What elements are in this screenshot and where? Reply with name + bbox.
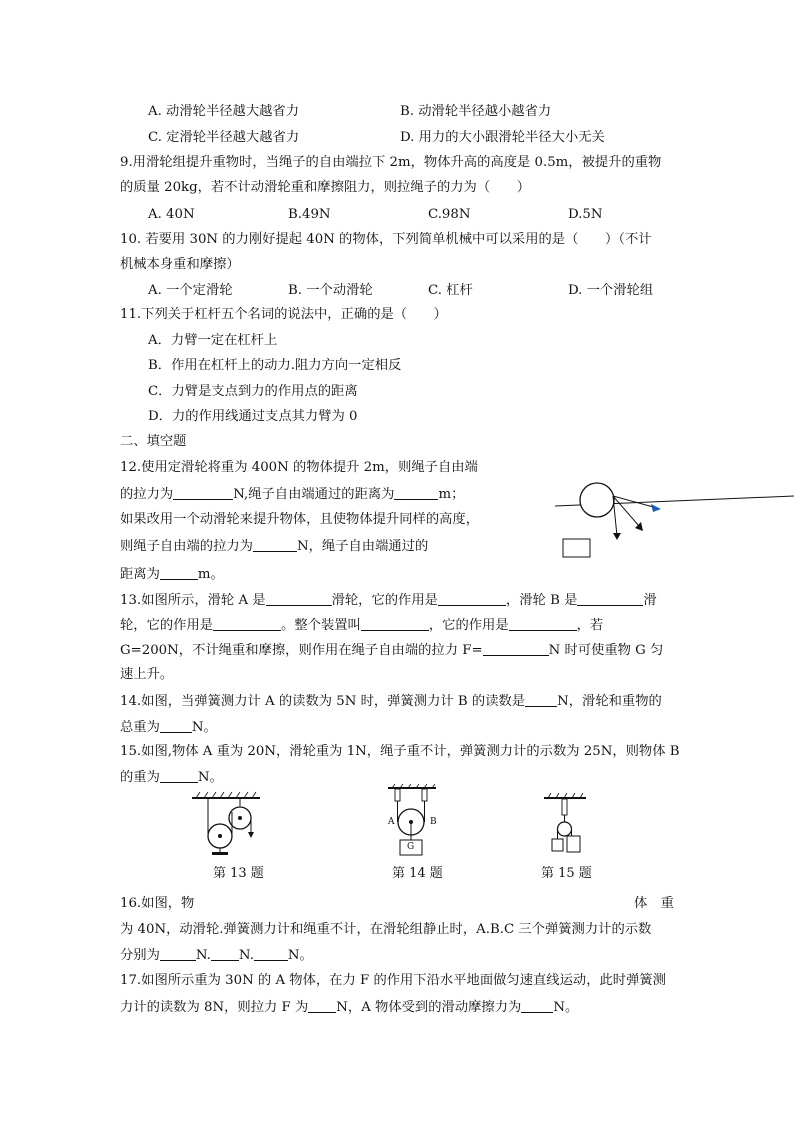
- q12-line2: [120, 485, 464, 504]
- q12-text: m；: [438, 487, 465, 502]
- q12-line3: 如果改用一个动滑轮来提升物体，且使物体提升同样的高度，: [120, 512, 480, 527]
- q13-pulley-block-figure: [190, 790, 265, 855]
- q15-text: 的重为: [120, 770, 160, 785]
- q15-text: N。: [197, 770, 223, 785]
- q12-text: 则绳子自由端的拉力为: [120, 539, 253, 554]
- q10-option-d: D. 一个滑轮组: [568, 283, 654, 298]
- q13-text: G=200N，不计绳重和摩擦，则作用在绳子自由端的拉力 F=: [120, 643, 483, 658]
- q13-text: 滑: [643, 593, 657, 608]
- q13-text: ，若: [576, 618, 604, 633]
- answer-blank[interactable]: [173, 485, 233, 500]
- q12-line5: [120, 565, 224, 584]
- q15-spring-scale-figure: [540, 792, 590, 854]
- q12-text: 距离为: [120, 567, 160, 582]
- q16-text: N.: [238, 948, 254, 963]
- q17-text: N，A 物体受到的滑动摩擦力为: [336, 1000, 522, 1015]
- q14-text: N，滑轮和重物的: [557, 694, 662, 709]
- q10-stem-line1: 10. 若要用 30N 的力刚好提起 40N 的物体，下列简单机械中可以采用的是（ ）（不计: [120, 232, 652, 247]
- q16-text: N。: [287, 948, 313, 963]
- q13-text: ，滑轮 B 是: [505, 593, 578, 608]
- answer-blank[interactable]: [361, 616, 429, 631]
- answer-blank[interactable]: [254, 946, 288, 961]
- q13-line4: 速上升。: [120, 667, 174, 682]
- q17-line2: [120, 998, 578, 1017]
- q12-text: 的拉力为: [120, 487, 174, 502]
- answer-blank[interactable]: [438, 591, 506, 606]
- fig14-label-b: B: [430, 817, 437, 827]
- answer-blank[interactable]: [266, 591, 332, 606]
- q9-stem-line1: 9.用滑轮组提升重物时，当绳子的自由端拉下 2m，物体升高的高度是 0.5m，被提升的重物: [120, 155, 662, 170]
- answer-blank[interactable]: [509, 616, 577, 631]
- q8-option-b: B. 动滑轮半径越小越省力: [400, 104, 552, 119]
- q14-line2: [120, 718, 217, 737]
- q13-text: 13.如图所示，滑轮 A 是: [120, 593, 266, 608]
- q16-line1-start: 16.如图，物: [120, 896, 195, 911]
- q13-text: 轮，它的作用是: [120, 618, 214, 633]
- answer-blank[interactable]: [160, 768, 198, 783]
- q12-text: m。: [197, 567, 224, 582]
- q8-option-c: C. 定滑轮半径越大越省力: [148, 130, 300, 145]
- q8-option-a: A. 动滑轮半径越大越省力: [148, 104, 300, 119]
- answer-blank[interactable]: [308, 998, 336, 1013]
- figure-caption-14: 第 14 题: [392, 866, 443, 881]
- q13-text: N 时可使重物 G 匀: [548, 643, 664, 658]
- q13-text: 。整个装置叫: [281, 618, 361, 633]
- fig14-label-g: G: [407, 842, 415, 852]
- q17-text: N。: [553, 1000, 579, 1015]
- fig14-label-a: A: [388, 817, 395, 827]
- q10-option-c: C. 杠杆: [428, 283, 473, 298]
- q9-stem-line2: 的质量 20kg，若不计动滑轮重和摩擦阻力，则拉绳子的力为（ ）: [120, 180, 531, 195]
- q14-line1: [120, 692, 662, 711]
- answer-blank[interactable]: [483, 641, 549, 656]
- figure-caption-15: 第 15 题: [541, 866, 592, 881]
- q11-option-b: B．作用在杠杆上的动力.阻力方向一定相反: [148, 358, 402, 373]
- q11-option-c: C．力臂是支点到力的作用点的距离: [148, 384, 358, 399]
- answer-blank[interactable]: [160, 565, 198, 580]
- q14-text: N。: [191, 720, 217, 735]
- q11-option-d: D．力的作用线通过支点其力臂为 0: [148, 409, 358, 424]
- answer-blank[interactable]: [213, 616, 281, 631]
- q14-text: 14.如图，当弹簧测力计 A 的读数为 5N 时，弹簧测力计 B 的读数是: [120, 694, 526, 709]
- q10-option-a: A. 一个定滑轮: [148, 283, 233, 298]
- q17-line1: 17.如图所示重为 30N 的 A 物体，在力 F 的作用下沿水平地面做匀速直线运动，此时弹簧测: [120, 973, 666, 988]
- q15-line1: 15.如图,物体 A 重为 20N，滑轮重为 1N，绳子重不计，弹簧测力计的示数为 25N，则物体 B: [120, 744, 680, 759]
- q11-stem: 11.下列关于杠杆五个名词的说法中，正确的是（ ）: [120, 307, 447, 322]
- q17-text: 力计的读数为 8N，则拉力 F 为: [120, 1000, 309, 1015]
- q16-line3: [120, 946, 313, 965]
- q12-line4: [120, 537, 428, 556]
- answer-blank[interactable]: [525, 692, 557, 707]
- answer-blank[interactable]: [394, 485, 438, 500]
- figure-caption-13: 第 13 题: [213, 866, 264, 881]
- q9-option-b: B.49N: [288, 207, 331, 222]
- answer-blank[interactable]: [253, 537, 297, 552]
- q12-text: N,绳子自由端通过的距离为: [233, 487, 395, 502]
- q15-line2: [120, 768, 223, 787]
- q9-option-a: A. 40N: [148, 207, 195, 222]
- q8-option-d: D. 用力的大小跟滑轮半径大小无关: [400, 130, 605, 145]
- answer-blank[interactable]: [211, 946, 239, 961]
- q16-line2: 为 40N，动滑轮.弹簧测力计和绳重不计，在滑轮组静止时，A.B.C 三个弹簧测力计的示数: [120, 922, 652, 937]
- q13-line2: [120, 616, 603, 635]
- answer-blank[interactable]: [521, 998, 553, 1013]
- q9-option-d: D.5N: [568, 207, 603, 222]
- q16-text: 分别为: [120, 948, 160, 963]
- q9-option-c: C.98N: [428, 207, 471, 222]
- q16-line1-end: 体 重: [634, 896, 674, 911]
- q12-pulley-figure: [555, 476, 794, 562]
- answer-blank[interactable]: [160, 718, 192, 733]
- q13-text: 滑轮，它的作用是: [331, 593, 438, 608]
- q16-text: N.: [195, 948, 211, 963]
- q14-text: 总重为: [120, 720, 160, 735]
- q12-line1: 12.使用定滑轮将重为 400N 的物体提升 2m，则绳子自由端: [120, 460, 478, 475]
- q11-option-a: A．力臂一定在杠杆上: [148, 333, 278, 348]
- q13-text: ，它的作用是: [428, 618, 509, 633]
- q13-line3: [120, 641, 663, 660]
- section-heading-fill-in: 二、填空题: [120, 434, 187, 449]
- q12-text: N，绳子自由端通过的: [296, 539, 429, 554]
- answer-blank[interactable]: [577, 591, 643, 606]
- q10-option-b: B. 一个动滑轮: [288, 283, 373, 298]
- answer-blank[interactable]: [160, 946, 196, 961]
- q10-stem-line2: 机械本身重和摩擦）: [120, 257, 240, 272]
- q13-line1: [120, 591, 657, 610]
